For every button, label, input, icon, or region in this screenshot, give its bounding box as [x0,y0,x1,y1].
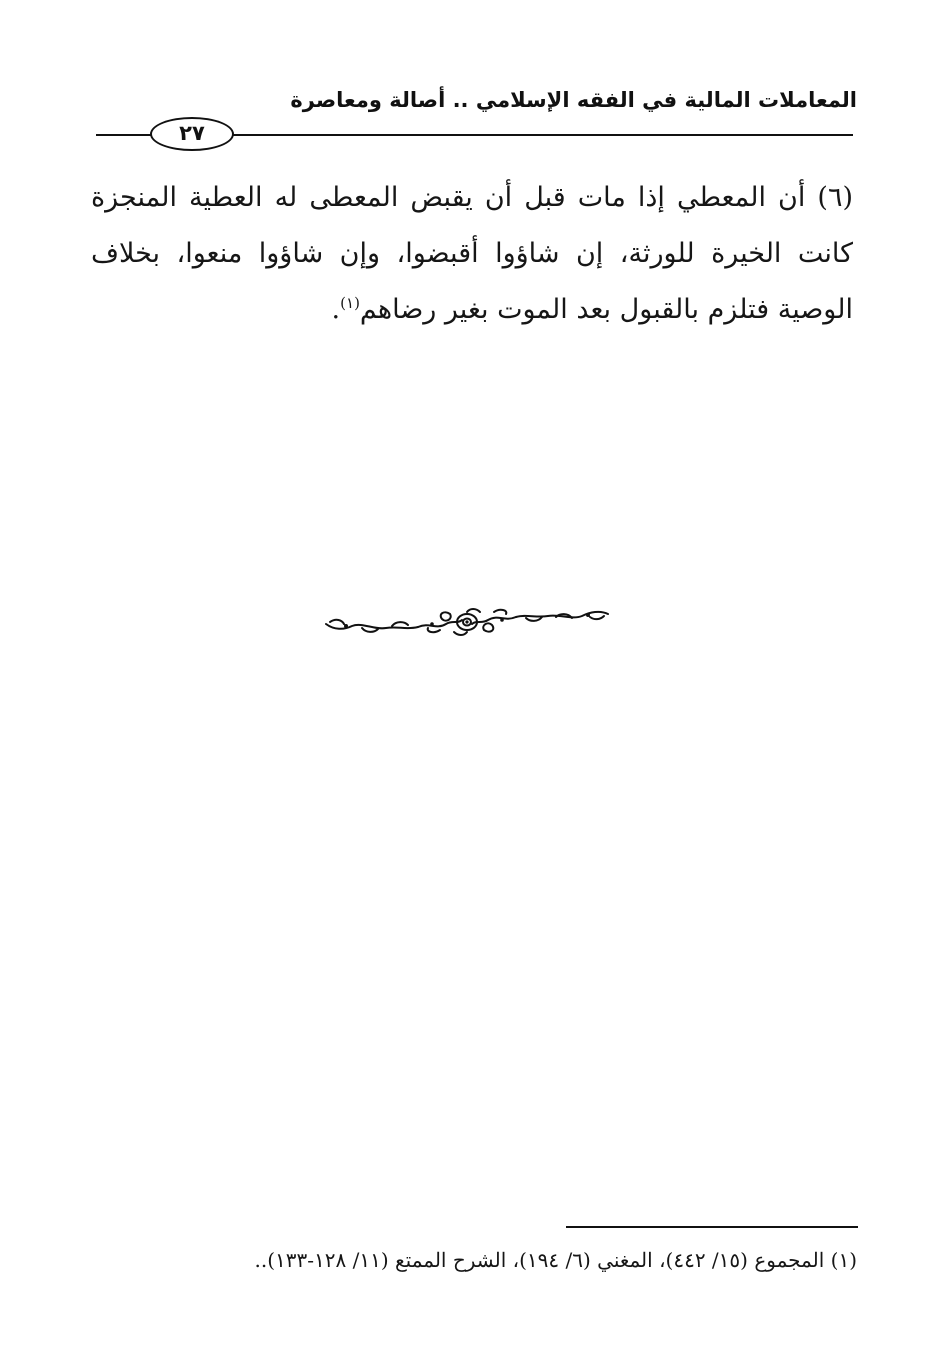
paragraph-text: (٦) أن المعطي إذا مات قبل أن يقبض المعطى له العطية المنجزة كانت الخيرة للورثة، إن شاؤوا أقبضوا، وإن شاؤوا منعوا، بخلاف الوصية فتلزم بالقبول بعد الموت بغير رضاهم [91,182,853,325]
section-ornament-icon [322,600,612,640]
paragraph-end: . [331,294,341,325]
running-title: المعاملات المالية في الفقه الإسلامي .. أصالة ومعاصرة [290,88,857,112]
footnote-reference: (١) [340,294,360,312]
body-paragraph [91,170,853,338]
page-number: ٢٧ [150,117,234,151]
footnote-separator [566,1226,858,1228]
footnote: (١) المجموع (١٥/ ٤٤٢)، المغني (٦/ ١٩٤)، الشرح الممتع (١١/ ١٢٨-١٣٣).. [254,1248,857,1272]
